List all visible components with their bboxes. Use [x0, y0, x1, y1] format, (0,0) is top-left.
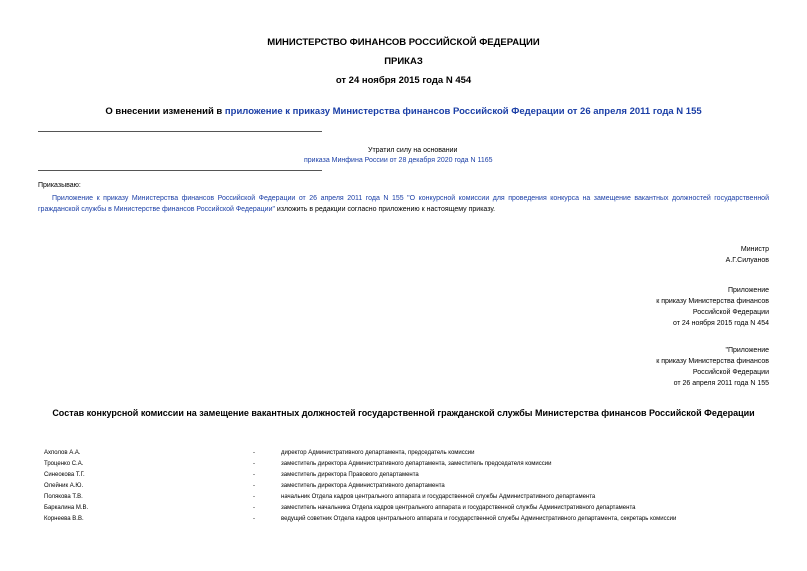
member-position: заместитель директора Административного департамента	[281, 483, 445, 489]
subject-link[interactable]: приложение к приказу Министерства финансов Российской Федерации от 26 апреля 2011 года N 155	[224, 106, 702, 117]
member-dash: -	[253, 505, 255, 511]
member-position: заместитель директора Административного департамента, заместитель председателя комиссии	[281, 461, 552, 467]
member-name: Корнеева В.В.	[44, 516, 84, 522]
order-text-rest: изложить в редакции согласно приложению к настоящему приказу.	[274, 206, 496, 213]
member-position: ведущий советник Отдела кадров центрального аппарата и государственной службы Административного департамента, секретарь комиссии	[281, 516, 677, 522]
member-position: заместитель начальника Отдела кадров центрального аппарата и государственной службы Административного департамента	[281, 505, 636, 511]
member-name: Баркалина М.В.	[44, 505, 89, 511]
committee-title: Состав конкурсной комиссии на замещение вакантных должностей государственной гражданской службы Министерства финансов Российской Федерации	[52, 408, 755, 418]
table-row	[0, 448, 807, 458]
member-name: Полякова Т.В.	[44, 494, 83, 500]
signature-block	[726, 244, 769, 266]
member-position: начальник Отдела кадров центрального аппарата и государственной службы Административного департамента	[281, 494, 596, 500]
subject-prefix: О внесении изменений в	[105, 106, 225, 117]
divider-top	[38, 131, 322, 132]
table-row	[0, 492, 807, 502]
table-row	[0, 470, 807, 480]
document-date-number: от 24 ноября 2015 года N 454	[335, 75, 472, 86]
member-name: Олейник А.Ю.	[44, 483, 84, 489]
member-dash: -	[253, 483, 255, 489]
member-name: Синеокова Т.Г.	[44, 472, 85, 478]
appendix-block-2	[656, 345, 769, 389]
document-subject	[0, 106, 807, 117]
annul-note-link[interactable]: приказа Минфина России от 28 декабря 2020 года N 1165	[304, 157, 493, 164]
divider-bottom	[38, 170, 322, 171]
member-dash: -	[253, 461, 255, 467]
appendix1-line1: Приложение	[727, 287, 769, 294]
table-row	[0, 459, 807, 469]
member-position: директор Административного департамента, председатель комиссии	[281, 450, 475, 456]
annul-note-line1: Утратил силу на основании	[368, 147, 458, 154]
order-intro: Приказываю:	[38, 182, 81, 189]
member-dash: -	[253, 472, 255, 478]
table-row	[0, 503, 807, 513]
signature-name: А.Г.Силуанов	[725, 257, 769, 264]
table-row	[0, 481, 807, 491]
appendix2-line2: к приказу Министерства финансов	[656, 358, 769, 365]
member-dash: -	[253, 494, 255, 500]
ministry-title: МИНИСТЕРСТВО ФИНАНСОВ РОССИЙСКОЙ ФЕДЕРАЦИИ	[267, 37, 540, 48]
appendix1-line4: от 24 ноября 2015 года N 454	[673, 320, 769, 327]
appendix2-line3: Российской Федерации	[692, 369, 769, 376]
appendix1-line2: к приказу Министерства финансов	[656, 298, 769, 305]
member-name: Ахполов А.А.	[44, 450, 81, 456]
member-position: заместитель директора Правового департамента	[281, 472, 419, 478]
appendix1-line3: Российской Федерации	[692, 309, 769, 316]
document-type: ПРИКАЗ	[384, 56, 423, 67]
member-dash: -	[253, 450, 255, 456]
order-link[interactable]: Приложение к приказу Министерства финансов Российской Федерации от 26 апреля 2011 года N 155 "О конкурсной комиссии для проведения конкурса на замещение вакантных должностей государственной гражданской службы в Министерстве финансов Российской Федерации"	[38, 195, 769, 213]
table-row	[0, 514, 807, 524]
order-paragraph	[38, 193, 769, 215]
signature-position: Министр	[740, 246, 769, 253]
member-name: Троценко С.А.	[44, 461, 84, 467]
member-dash: -	[253, 516, 255, 522]
appendix2-line1: "Приложение	[725, 347, 769, 354]
appendix2-line4: от 26 апреля 2011 года N 155	[673, 380, 769, 387]
appendix-block-1	[656, 285, 769, 329]
